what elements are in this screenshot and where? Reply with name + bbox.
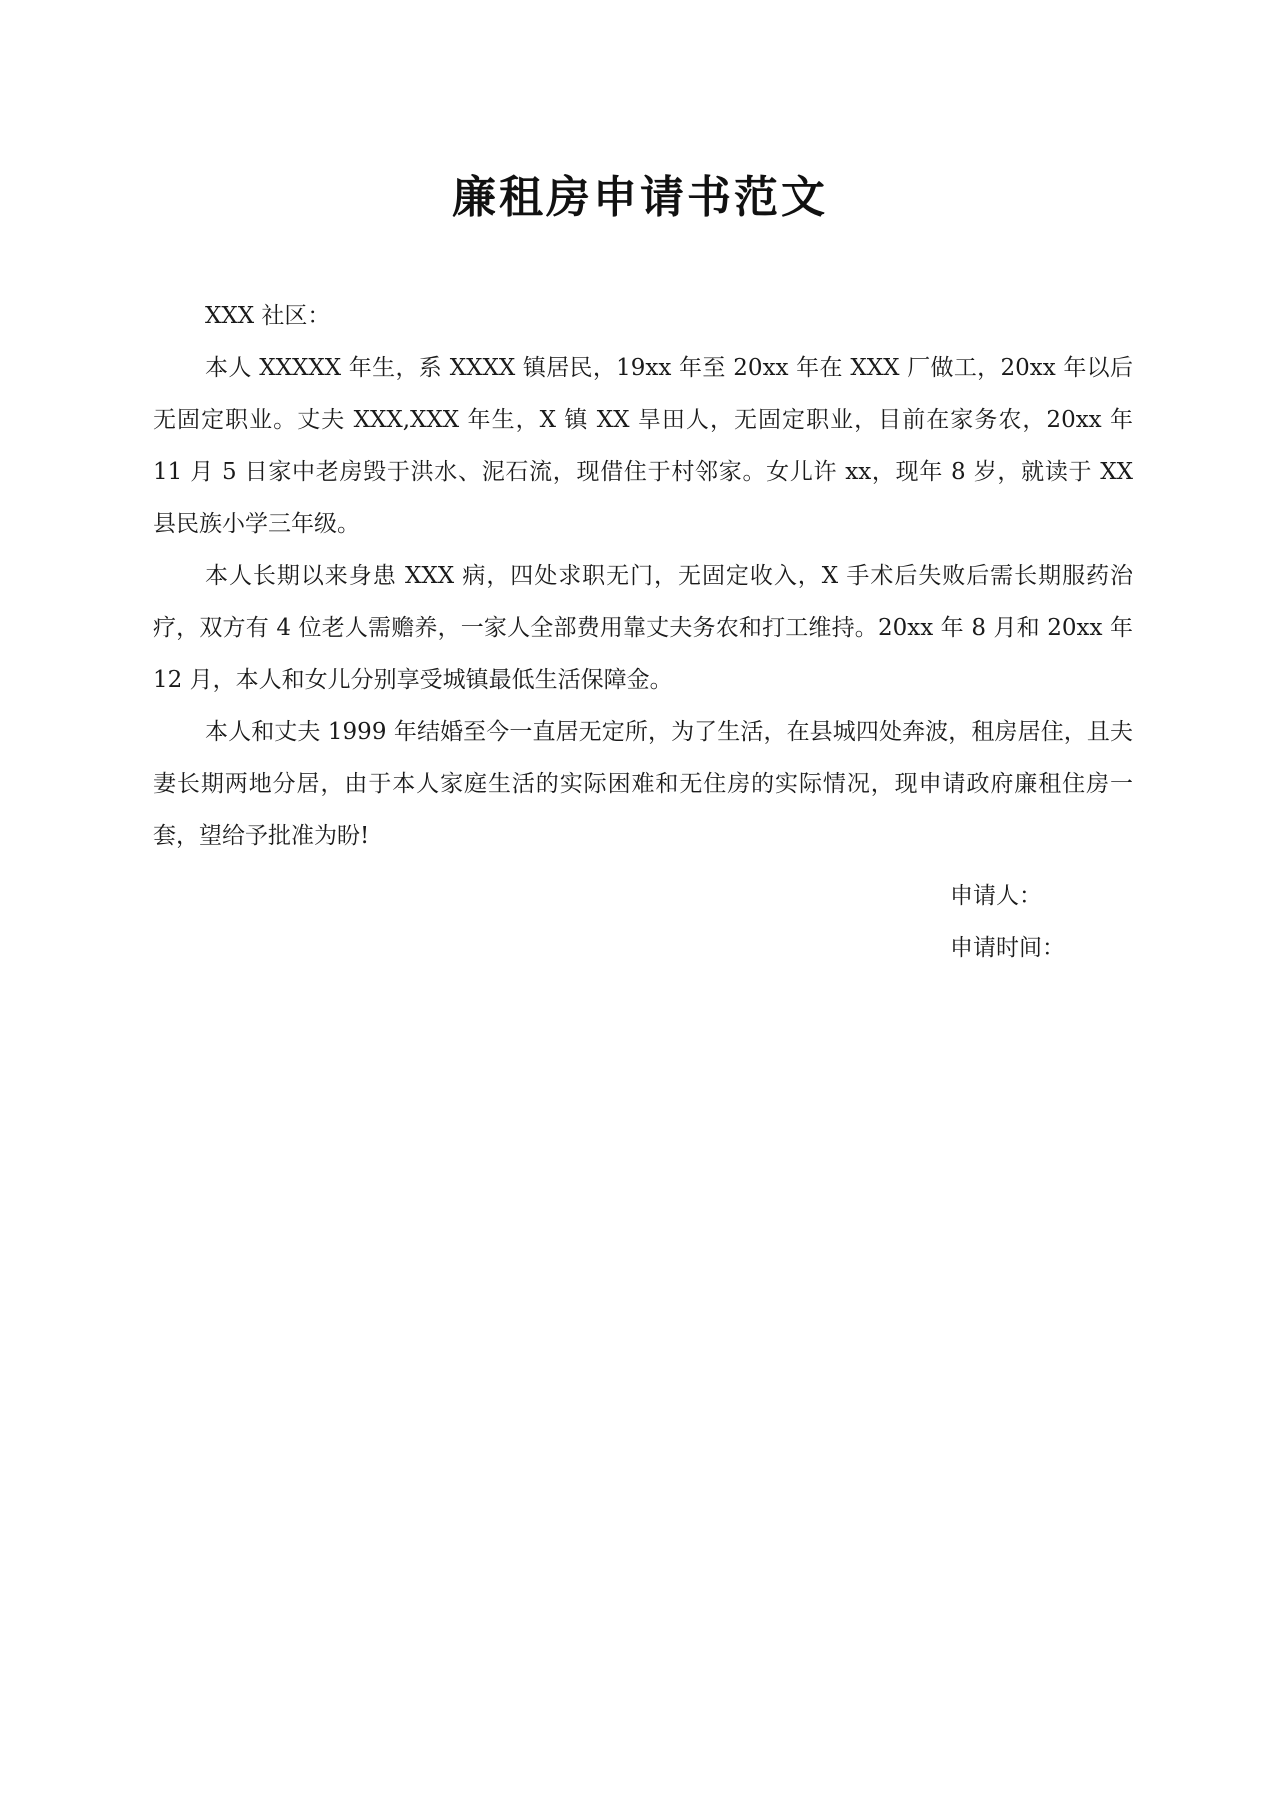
salutation: XXX 社区： (205, 303, 331, 329)
paragraph-housing-request: 本人和丈夫 1999 年结婚至今一直居无定所，为了生活，在县城四处奔波，租房居住，且夫妻长期两地分居，由于本人家庭生活的实际困难和无住房的实际情况，现申请政府廉租住房一套，望给予批准为盼! (153, 719, 1133, 849)
application-date-label: 申请时间： (950, 935, 1065, 961)
applicant-label: 申请人： (950, 883, 1042, 909)
document-title: 廉租房申请书范文 (452, 172, 828, 223)
paragraph-health-income: 本人长期以来身患 XXX 病，四处求职无门，无固定收入，X 手术后失败后需长期服药治疗，双方有 4 位老人需赡养，一家人全部费用靠丈夫务农和打工维持。20xx 年 8 月和 20xx 年 12 月，本人和女儿分别享受城镇最低生活保障金。 (153, 563, 1133, 693)
paragraph-personal-info: 本人 XXXXX 年生，系 XXXX 镇居民，19xx 年至 20xx 年在 XXX 厂做工，20xx 年以后无固定职业。丈夫 XXX,XXX 年生，X 镇 XX 旱田人，无固定职业，目前在家务农，20xx 年 11 月 5 日家中老房毁于洪水、泥石流，现借住于村邻家。女儿许 xx，现年 8 岁，就读于 XX 县民族小学三年级。 (153, 355, 1133, 537)
signature-block (950, 870, 1065, 974)
letter-body (153, 290, 1133, 862)
